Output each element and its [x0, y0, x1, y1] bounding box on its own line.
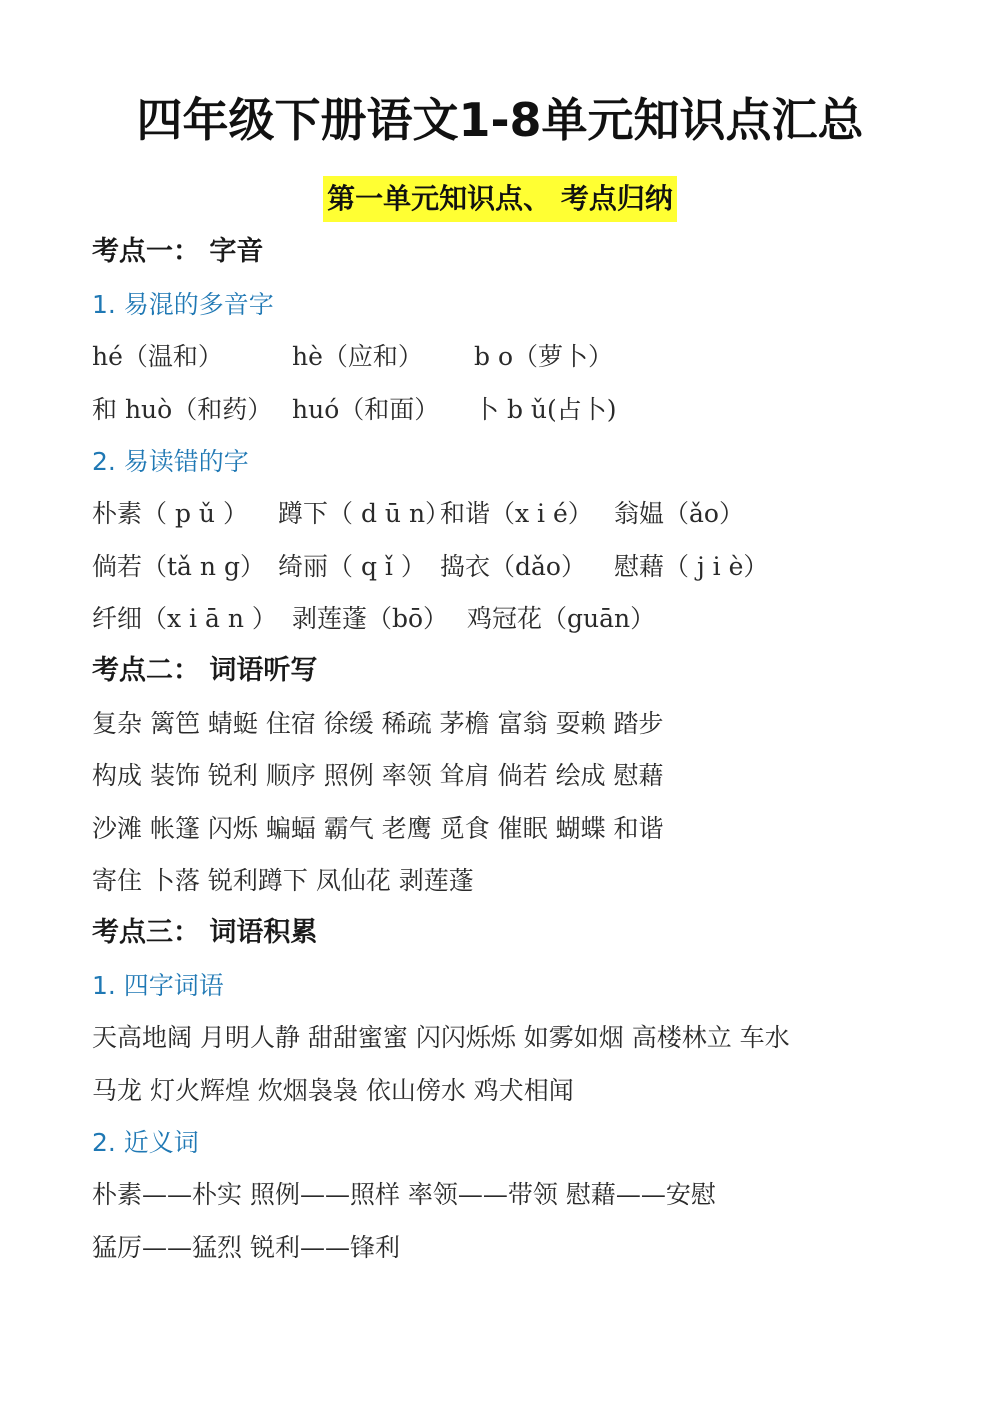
polyphone-item: 卜 b ǔ(占卜) — [474, 395, 617, 424]
idiom-row-2: 马龙 灯火辉煌 炊烟袅袅 依山傍水 鸡犬相闻 — [92, 1076, 574, 1105]
misread-item: 慰藉（ j i è） — [614, 552, 769, 581]
misread-item: 倘若（tǎ n g） — [92, 552, 265, 581]
polyphone-item: hé（温和） — [92, 342, 223, 371]
synonym-row-2: 猛厉——猛烈 锐利——锋利 — [92, 1233, 400, 1262]
subheading-four-char-idioms: 1. 四字词语 — [92, 971, 224, 1000]
polyphone-item: hè（应和） — [292, 342, 423, 371]
idiom-row-1: 天高地阔 月明人静 甜甜蜜蜜 闪闪烁烁 如雾如烟 高楼林立 车水 — [92, 1023, 790, 1052]
misread-item: 纤细（x i ā n ） — [92, 604, 277, 633]
subheading-polyphones: 1. 易混的多音字 — [92, 290, 274, 319]
dictation-row-4: 寄住 卜落 锐利蹲下 凤仙花 剥莲蓬 — [92, 866, 474, 895]
dictation-row-2: 构成 装饰 锐利 顺序 照例 率领 耸肩 倘若 绘成 慰藉 — [92, 761, 664, 790]
polyphone-item: b o（萝卜） — [474, 342, 614, 371]
subtitle-container — [0, 176, 1000, 222]
subheading-synonyms: 2. 近义词 — [92, 1128, 199, 1157]
misread-item: 鸡冠花（guān） — [467, 604, 656, 633]
misread-item: 和谐（x i é） — [440, 499, 593, 528]
misread-item: 朴素（ p ǔ ） — [92, 499, 248, 528]
misread-item: 蹲下（ d ū n） — [278, 499, 451, 528]
polyphone-item: 和 huò（和药） — [92, 395, 273, 424]
page-title: 四年级下册语文1-8单元知识点汇总 — [136, 93, 864, 147]
misread-item: 翁媪（ǎo） — [614, 499, 744, 528]
section-heading-kaodian2: 考点二： 词语听写 — [92, 655, 318, 686]
misread-item: 捣衣（dǎo） — [440, 552, 586, 581]
polyphone-item: huó（和面） — [292, 395, 440, 424]
misread-item: 剥莲蓬（bō） — [292, 604, 449, 633]
subheading-misread-chars: 2. 易读错的字 — [92, 447, 249, 476]
dictation-row-3: 沙滩 帐篷 闪烁 蝙蝠 霸气 老鹰 觅食 催眠 蝴蝶 和谐 — [92, 814, 664, 843]
misread-item: 绮丽（ q ǐ ） — [278, 552, 426, 581]
section-heading-kaodian3: 考点三： 词语积累 — [92, 917, 318, 948]
dictation-row-1: 复杂 篱笆 蜻蜓 住宿 徐缓 稀疏 茅檐 富翁 耍赖 踏步 — [92, 709, 664, 738]
section-heading-kaodian1: 考点一： 字音 — [92, 236, 264, 267]
unit-subtitle-highlighted: 第一单元知识点、 考点归纳 — [323, 176, 677, 222]
synonym-row-1: 朴素——朴实 照例——照样 率领——带领 慰藉——安慰 — [92, 1180, 716, 1209]
